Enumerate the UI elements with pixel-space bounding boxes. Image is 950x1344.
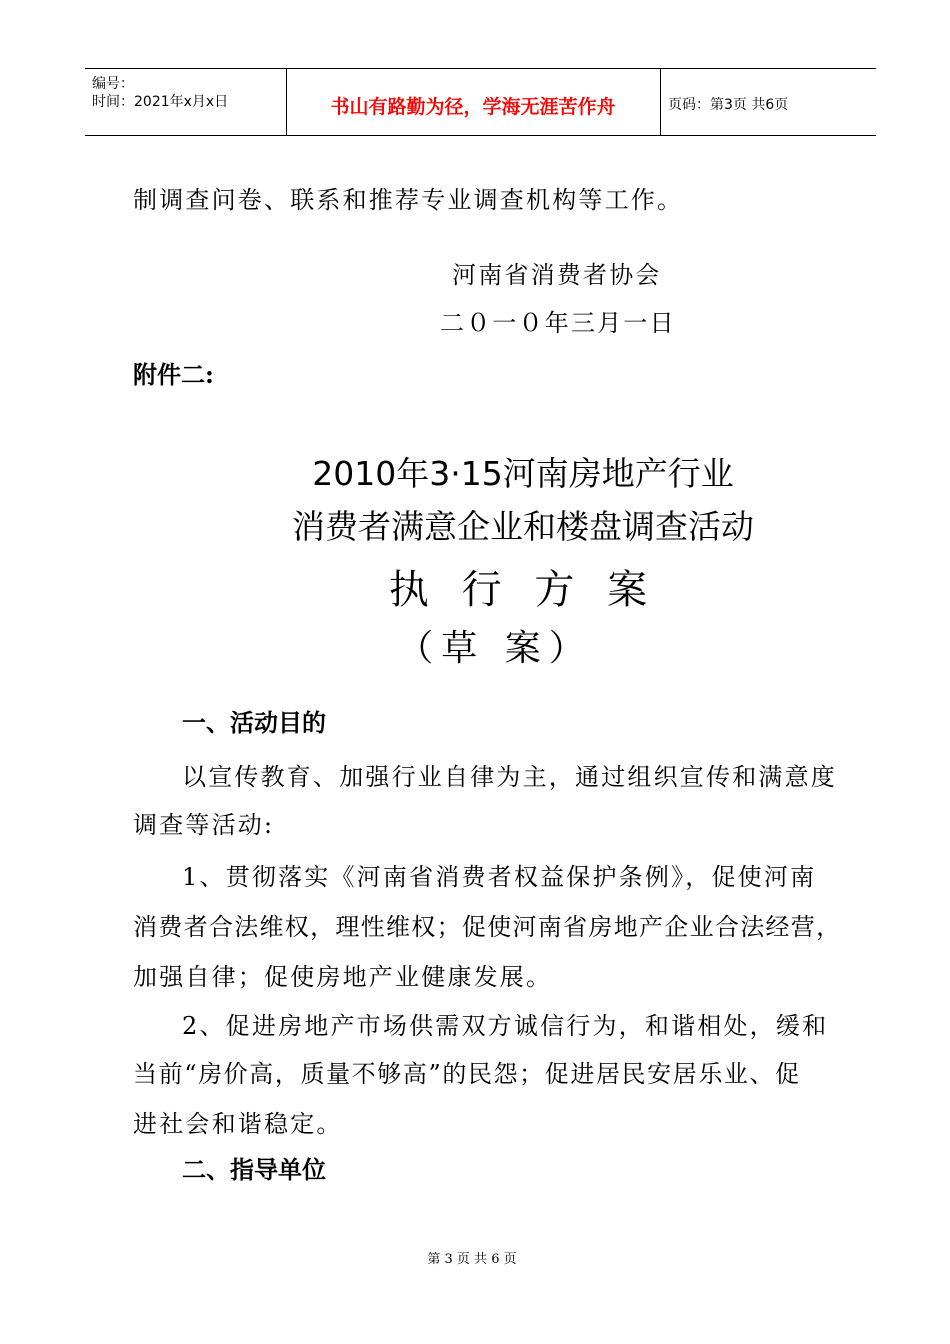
header-motto: 书山有路勤为径，学海无涯苦作舟: [330, 96, 616, 118]
item2-line-2: 当前“房价高，质量不够高”的民怨；促进居民安居乐业、促: [133, 1060, 801, 1088]
attachment-label: 附件二:: [133, 360, 214, 389]
section2-heading: 二、指导单位: [182, 1155, 326, 1184]
title-line-1: 2010年3·15河南房地产行业: [312, 454, 734, 493]
title-line-4: （草 案）: [397, 628, 593, 669]
header-divider-2: [660, 68, 661, 136]
signature-date: 二０一０年三月一日: [440, 309, 676, 337]
title-line-2: 消费者满意企业和楼盘调查活动: [292, 507, 754, 546]
title-line-3: 执 行 方 案: [388, 567, 658, 613]
item2-line-3: 进社会和谐稳定。: [133, 1110, 343, 1138]
continuation-text: 制调查问卷、联系和推荐专业调查机构等工作。: [133, 186, 684, 214]
header-time-label: 时间：2021年x月x日: [92, 94, 229, 110]
item1-line-1: 1、贯彻落实《河南省消费者权益保护条例》，促使河南: [182, 863, 817, 891]
section1-heading: 一、活动目的: [182, 708, 326, 737]
header-number-label: 编号：: [92, 76, 134, 92]
para1-line-2: 调查等活动:: [133, 811, 275, 839]
header-top-border: [85, 68, 876, 69]
para1-line-1: 以宣传教育、加强行业自律为主，通过组织宣传和满意度: [182, 763, 837, 791]
signature-org: 河南省消费者协会: [452, 261, 662, 289]
item1-line-3: 加强自律；促使房地产业健康发展。: [133, 963, 553, 991]
header-page-label: 页码：第3页 共6页: [668, 97, 789, 113]
footer-page-number: 第 3 页 共 6 页: [427, 1252, 517, 1267]
header-bottom-border: [85, 135, 876, 136]
item1-line-2: 消费者合法维权，理性维权；促使河南省房地产企业合法经营，: [133, 913, 842, 941]
item2-line-1: 2、促进房地产市场供需双方诚信行为，和谐相处，缓和: [182, 1012, 829, 1040]
